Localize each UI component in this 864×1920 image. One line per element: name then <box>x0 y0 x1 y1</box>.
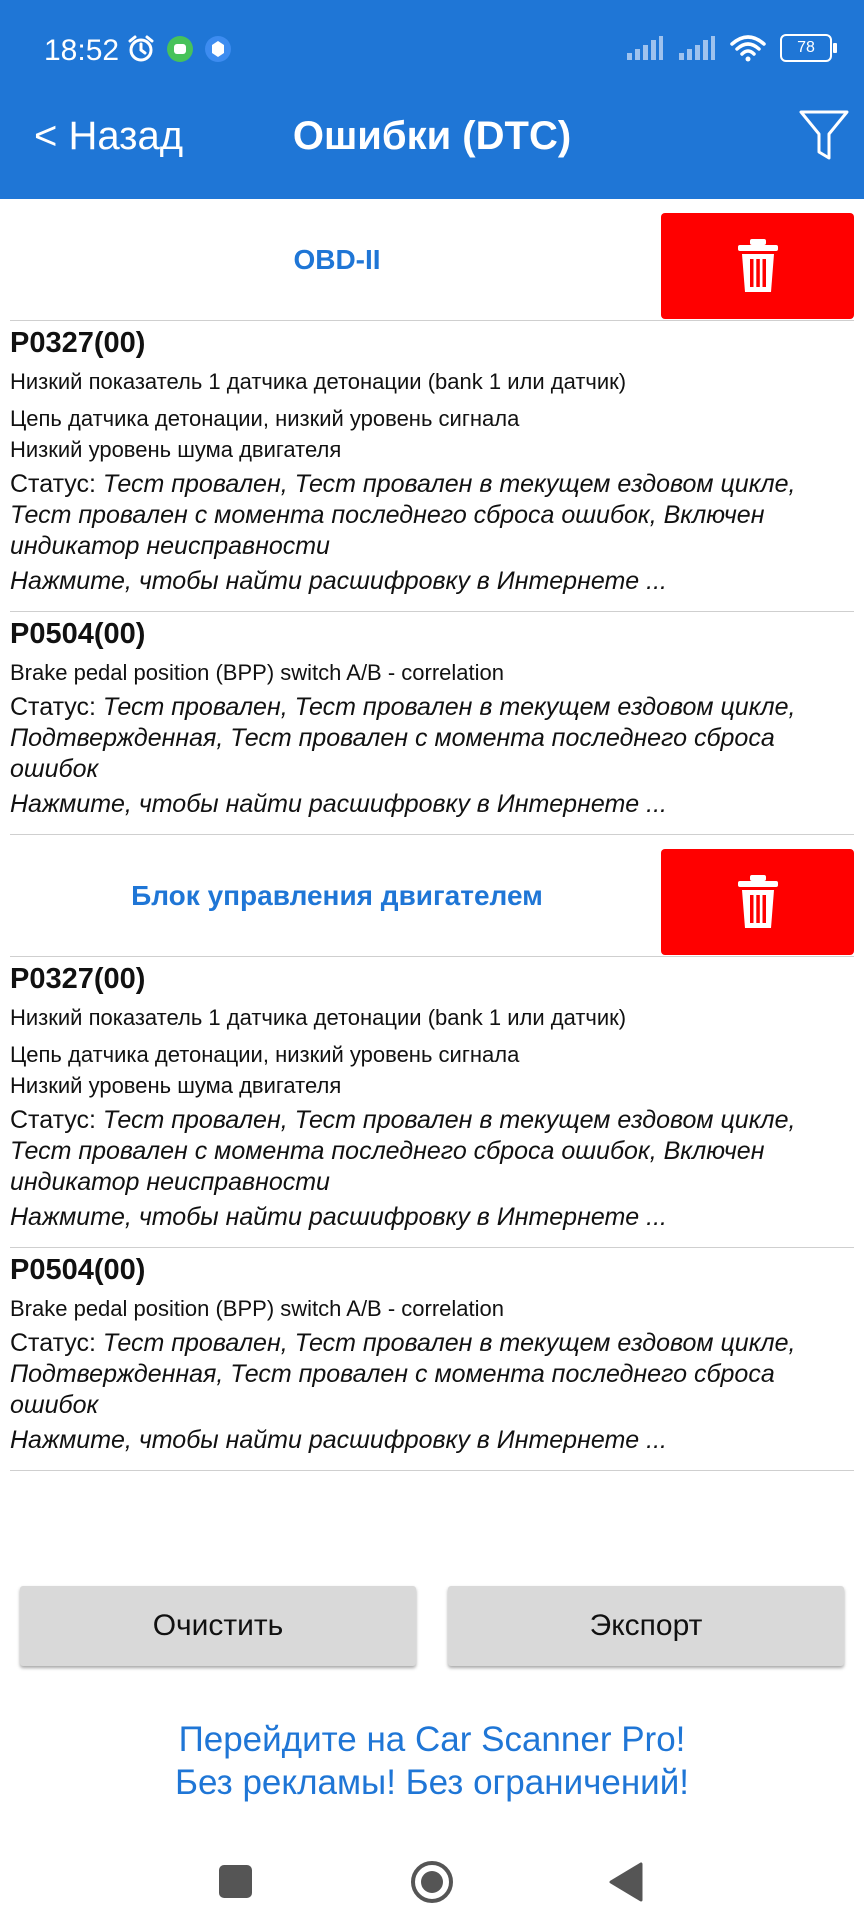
section-header-obd <box>10 199 854 321</box>
dtc-detail: Низкий уровень шума двигателя <box>10 1073 342 1098</box>
back-button[interactable]: < Назад <box>34 114 184 158</box>
dtc-description: Низкий показатель 1 датчика детонации (bank 1 или датчик) <box>10 369 627 394</box>
app-notification-icon <box>204 35 232 63</box>
clear-button[interactable]: Очистить <box>20 1586 416 1666</box>
dtc-status <box>10 692 854 785</box>
dtc-detail: Низкий уровень шума двигателя <box>10 437 342 462</box>
dtc-item[interactable] <box>10 1248 854 1471</box>
dtc-search-link[interactable]: Нажмите, чтобы найти расшифровку в Интернете ... <box>10 790 667 818</box>
back-nav-icon[interactable] <box>611 1864 641 1900</box>
dtc-item[interactable] <box>10 957 854 1248</box>
pro-promo-link[interactable] <box>0 1718 864 1804</box>
dtc-description: Низкий показатель 1 датчика детонации (bank 1 или датчик) <box>10 1005 627 1030</box>
trash-icon <box>736 238 780 294</box>
dtc-status <box>10 1328 854 1421</box>
export-button[interactable]: Экспорт <box>448 1586 844 1666</box>
dtc-status-value: Тест провален, Тест провален в текущем ездовом цикле, Тест провален с момента последнего сброса ошибок, Включен индикатор неисправности <box>10 1106 796 1196</box>
dtc-search-link[interactable]: Нажмите, чтобы найти расшифровку в Интернете ... <box>10 567 667 595</box>
battery-icon: 78 <box>780 34 832 62</box>
dtc-code: P0327(00) <box>10 963 146 995</box>
alarm-icon <box>126 34 156 64</box>
dtc-detail: Цепь датчика детонации, низкий уровень сигнала <box>10 1042 520 1067</box>
home-icon[interactable] <box>413 1863 451 1901</box>
dtc-code: P0327(00) <box>10 327 146 359</box>
dtc-search-link[interactable]: Нажмите, чтобы найти расшифровку в Интернете ... <box>10 1203 667 1231</box>
delete-section-button[interactable] <box>661 849 854 955</box>
dtc-status-value: Тест провален, Тест провален в текущем ездовом цикле, Тест провален с момента последнего сброса ошибок, Включен индикатор неисправности <box>10 470 796 560</box>
dtc-status-value: Тест провален, Тест провален в текущем ездовом цикле, Подтвержденная, Тест провален с момента последнего сброса ошибок <box>10 1329 796 1419</box>
dtc-list <box>0 199 864 1471</box>
promo-line: Перейдите на Car Scanner Pro! <box>178 1720 686 1759</box>
dtc-search-link[interactable]: Нажмите, чтобы найти расшифровку в Интернете ... <box>10 1426 667 1454</box>
signal-icon <box>678 35 716 61</box>
wifi-icon <box>730 34 766 62</box>
page-title: Ошибки (DTC) <box>292 114 572 158</box>
dtc-code: P0504(00) <box>10 1254 146 1286</box>
dtc-status-label: Статус: <box>10 693 103 721</box>
filter-icon[interactable] <box>798 108 850 164</box>
promo-line: Без рекламы! Без ограничений! <box>175 1763 689 1802</box>
status-time: 18:52 <box>44 34 120 67</box>
dtc-status-label: Статус: <box>10 1329 103 1357</box>
signal-icon <box>626 35 664 61</box>
dtc-code: P0504(00) <box>10 618 146 650</box>
dtc-status-value: Тест провален, Тест провален в текущем ездовом цикле, Подтвержденная, Тест провален с момента последнего сброса ошибок <box>10 693 796 783</box>
dtc-item[interactable] <box>10 321 854 612</box>
section-header-engine <box>10 835 854 957</box>
dtc-item[interactable] <box>10 612 854 835</box>
app-notification-icon <box>166 35 194 63</box>
dtc-detail: Цепь датчика детонации, низкий уровень сигнала <box>10 406 520 431</box>
delete-section-button[interactable] <box>661 213 854 319</box>
status-icons-right <box>626 34 832 62</box>
trash-icon <box>736 874 780 930</box>
system-nav-bar <box>0 1840 864 1920</box>
app-header <box>0 0 864 199</box>
dtc-status <box>10 1105 854 1198</box>
dtc-description: Brake pedal position (BPP) switch A/B - correlation <box>10 660 505 685</box>
dtc-status-label: Статус: <box>10 470 103 498</box>
section-title: OBD-II <box>293 244 381 275</box>
dtc-status <box>10 469 854 562</box>
section-title: Блок управления двигателем <box>131 880 543 911</box>
recents-icon[interactable] <box>219 1865 252 1898</box>
dtc-description: Brake pedal position (BPP) switch A/B - correlation <box>10 1296 505 1321</box>
status-icons-left <box>126 34 232 64</box>
dtc-status-label: Статус: <box>10 1106 103 1134</box>
